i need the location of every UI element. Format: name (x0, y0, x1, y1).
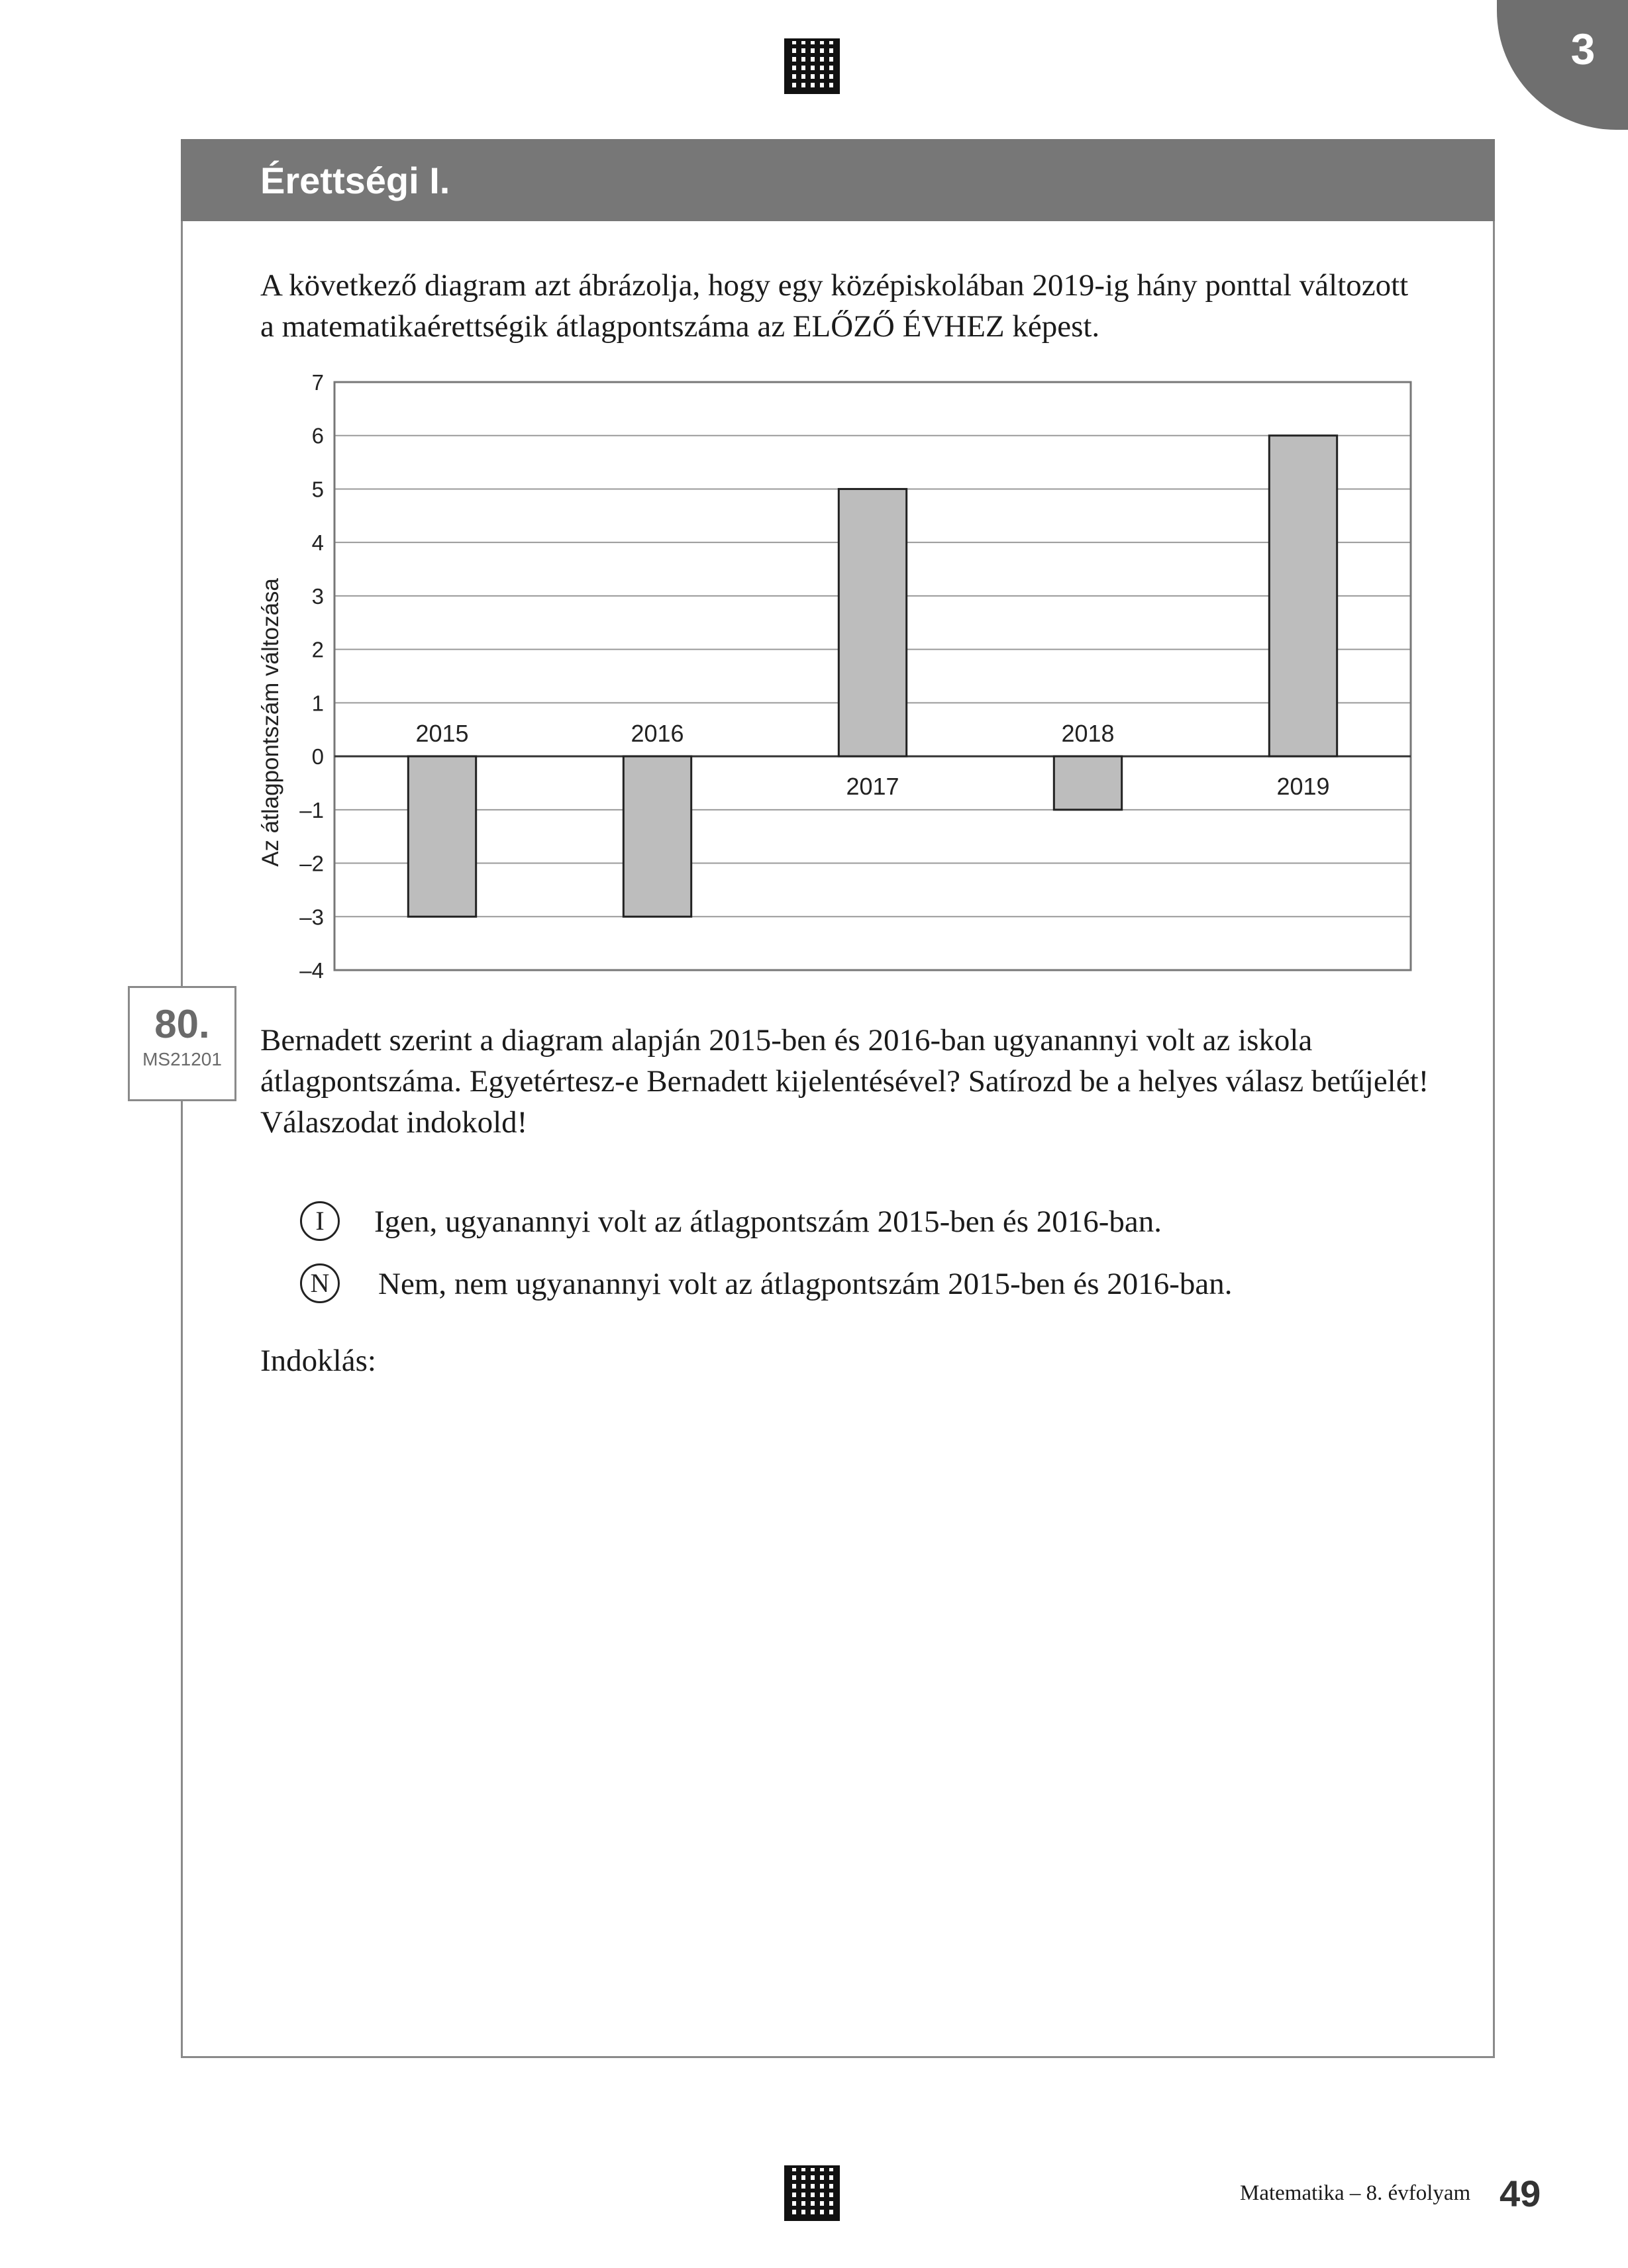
y-tick-label: 7 (311, 370, 324, 395)
y-tick-label: –3 (299, 905, 324, 930)
page-number: 49 (1500, 2173, 1541, 2214)
answer-bubble-n[interactable]: N (300, 1263, 340, 1303)
intro-text (260, 265, 1492, 347)
footer-title: Matematika – 8. évfolyam (1240, 2181, 1471, 2205)
y-axis-label: Az átlagpontszám változása (258, 578, 283, 867)
y-tick-label: 6 (311, 423, 324, 448)
bar (408, 756, 476, 916)
answer-text-igen: Igen, ugyanannyi volt az átlagpontszám 2015-ben és 2016-ban. (374, 1205, 1162, 1239)
y-tick-label: 1 (311, 691, 324, 716)
bar (623, 756, 691, 916)
answer-text-nem: Nem, nem ugyanannyi volt az átlagpontszám 2015-ben és 2016-ban. (378, 1267, 1233, 1301)
reason-label: Indoklás: (260, 1344, 376, 1378)
category-label: 2018 (1061, 720, 1115, 748)
y-tick-label: 2 (311, 637, 324, 662)
category-label: 2017 (846, 773, 899, 801)
question-line-1: Bernadett szerint a diagram alapján 2015-ben és 2016-ban ugyanannyi volt az iskola (260, 1023, 1313, 1058)
question-line-2: átlagpontszáma. Egyetértesz-e Bernadett kijelentésével? Satírozd be a helyes válasz betűjelét! (260, 1064, 1429, 1099)
task-number-box (128, 986, 236, 1101)
answer-bubble-i[interactable]: I (300, 1201, 340, 1241)
category-label: 2015 (415, 720, 469, 748)
category-label: 2019 (1276, 773, 1330, 801)
intro-line-2: a matematikaérettségik átlagpontszáma az ELŐZŐ ÉVHEZ képest. (260, 309, 1100, 344)
task-number: 80. (154, 1002, 210, 1046)
y-tick-label: –2 (299, 851, 324, 876)
question-text (260, 1020, 1492, 1143)
bar (839, 489, 906, 756)
y-tick-label: –4 (299, 958, 324, 980)
chapter-number: 3 (1570, 25, 1596, 74)
bar (1054, 756, 1121, 810)
intro-line-1: A következő diagram azt ábrázolja, hogy egy középiskolában 2019-ig hány ponttal változott (260, 268, 1409, 303)
bar (1269, 436, 1337, 756)
y-tick-label: 5 (311, 477, 324, 502)
qr-code-top (784, 38, 840, 94)
section-title: Érettségi I. (260, 160, 450, 201)
question-line-3: Válaszodat indokold! (260, 1105, 528, 1140)
y-tick-label: 0 (311, 744, 324, 769)
category-label: 2016 (631, 720, 684, 748)
bar-chart (252, 364, 1431, 980)
task-code: MS21201 (142, 1049, 222, 1069)
y-tick-label: 3 (311, 583, 324, 609)
y-tick-label: –1 (299, 797, 324, 822)
y-tick-label: 4 (311, 530, 324, 556)
qr-code-bottom (784, 2165, 840, 2221)
